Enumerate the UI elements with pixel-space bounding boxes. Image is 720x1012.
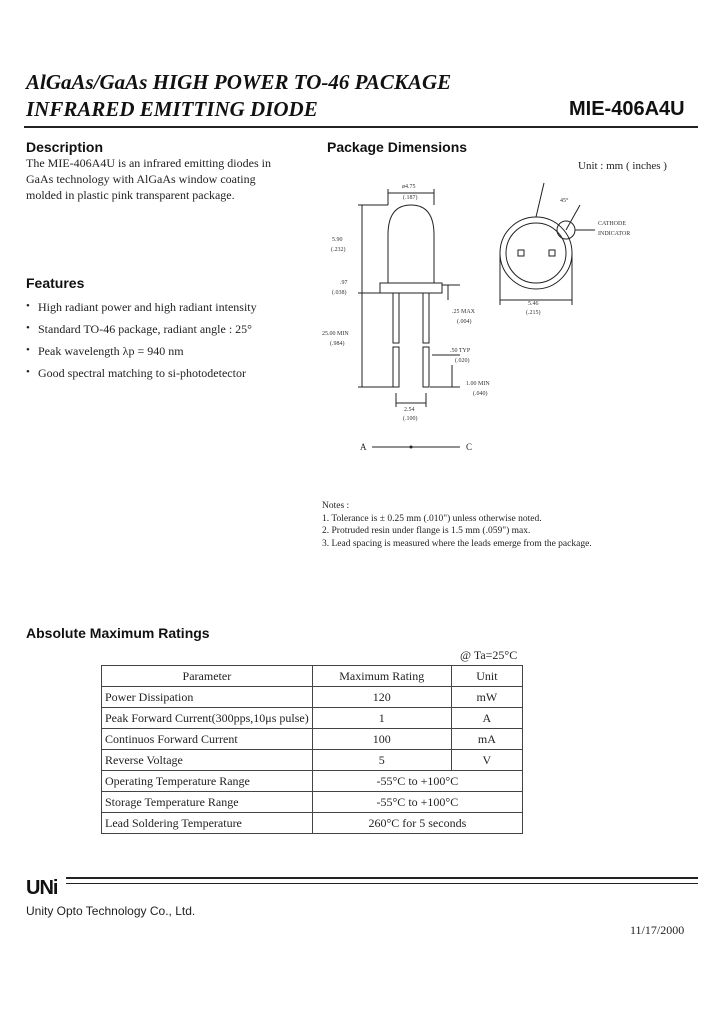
cell-value: 100 — [312, 729, 451, 750]
cell-param: Continuos Forward Current — [102, 729, 313, 750]
base-circle — [500, 217, 572, 289]
dim-dia-top: ø4.75 — [402, 184, 416, 190]
cell-unit: mW — [451, 687, 522, 708]
cell-unit: mA — [451, 729, 522, 750]
company-name: Unity Opto Technology Co., Ltd. — [26, 904, 196, 918]
cell-value: -55°C to +100°C — [312, 792, 522, 813]
dim-flange: .97 — [340, 280, 348, 286]
table-row — [102, 813, 523, 834]
cell-param: Reverse Voltage — [102, 750, 313, 771]
dim-dia-top-in: (.187) — [403, 195, 418, 201]
description-line: GaAs technology with AlGaAs window coating — [26, 172, 256, 186]
dim-base-dia: 5.46 — [528, 301, 539, 307]
ratings-table — [101, 665, 523, 834]
dim-lead-spacing-in: (.100) — [403, 416, 418, 422]
title-line-2: INFRARED EMITTING DIODE — [26, 97, 318, 121]
pin-center-dot — [410, 446, 413, 449]
dim-max-gap-in: (.004) — [457, 319, 472, 325]
ratings-heading: Absolute Maximum Ratings — [26, 625, 210, 641]
package-drawing — [320, 175, 631, 465]
cell-param: Peak Forward Current(300pps,10μs pulse) — [102, 708, 313, 729]
cell-unit: V — [451, 750, 522, 771]
feature-item: • Peak wavelength λp = 940 nm — [26, 344, 257, 366]
dim-lead-length: 25.00 MIN — [322, 331, 349, 337]
indicator-label: INDICATOR — [598, 231, 631, 237]
description-line: The MIE-406A4U is an infrared emitting diodes in — [26, 156, 271, 170]
lead-anode-lower — [393, 347, 399, 387]
features-list — [26, 300, 257, 388]
package-heading: Package Dimensions — [327, 139, 468, 155]
header-rule — [24, 126, 698, 128]
dim-angle: 45° — [560, 198, 569, 204]
pin-c-label: C — [466, 442, 473, 452]
pad-cathode — [549, 250, 555, 256]
note-item: 1. Tolerance is ± 0.25 mm (.010") unless otherwise noted. — [322, 513, 542, 524]
table-row — [102, 708, 523, 729]
col-header-max-rating: Maximum Rating — [312, 666, 451, 687]
led-body-outline — [388, 205, 434, 283]
note-item: 2. Protruded resin under flange is 1.5 mm (.059") max. — [322, 526, 531, 536]
description-text — [26, 155, 316, 203]
led-flange — [380, 283, 442, 293]
col-header-unit: Unit — [451, 666, 522, 687]
dim-body-height-in: (.232) — [331, 247, 346, 253]
pad-anode — [518, 250, 524, 256]
dim-min-length-in: (.040) — [473, 391, 488, 397]
table-row — [102, 750, 523, 771]
table-row — [102, 729, 523, 750]
footer-rule-top — [66, 877, 698, 879]
features-heading: Features — [26, 275, 85, 291]
dim-body-height: 5.90 — [332, 237, 343, 243]
table-row — [102, 687, 523, 708]
cell-value: 260°C for 5 seconds — [312, 813, 522, 834]
lead-cathode-lower — [423, 347, 429, 387]
document-date: 11/17/2000 — [630, 923, 685, 937]
cell-value: 5 — [312, 750, 451, 771]
cell-param: Power Dissipation — [102, 687, 313, 708]
unit-label: Unit : mm ( inches ) — [578, 160, 667, 172]
cathode-label: CATHODE — [598, 221, 626, 227]
note-item: 3. Lead spacing is measured where the leads emerge from the package. — [322, 538, 592, 549]
dim-max-gap: .25 MAX — [452, 309, 476, 315]
notes-block — [322, 500, 592, 550]
dim-lead-width: .50 TYP — [450, 348, 471, 354]
title-line-1: AlGaAs/GaAs HIGH POWER TO-46 PACKAGE — [26, 70, 452, 94]
cell-value: -55°C to +100°C — [312, 771, 522, 792]
lead-anode-upper — [393, 293, 399, 343]
cell-param: Lead Soldering Temperature — [102, 813, 313, 834]
lead-cathode-upper — [423, 293, 429, 343]
footer-rule-bottom — [66, 883, 698, 884]
cell-value: 1 — [312, 708, 451, 729]
dim-min-length: 1.00 MIN — [466, 381, 490, 387]
feature-item: • Standard TO-46 package, radiant angle : 25° — [26, 322, 257, 344]
table-row — [102, 771, 523, 792]
cell-value: 120 — [312, 687, 451, 708]
notes-title: Notes : — [322, 501, 350, 511]
cell-param: Operating Temperature Range — [102, 771, 313, 792]
dim-lead-length-in: (.984) — [330, 341, 345, 347]
dim-lead-width-in: (.020) — [455, 358, 470, 364]
pin-a-label: A — [360, 442, 367, 452]
feature-item: • High radiant power and high radiant intensity — [26, 300, 257, 322]
model-number: MIE-406A4U — [569, 98, 685, 120]
ratings-condition: @ Ta=25°C — [460, 648, 518, 662]
col-header-parameter: Parameter — [102, 666, 313, 687]
company-logo: UNi — [26, 877, 58, 899]
cell-unit: A — [451, 708, 522, 729]
cell-param: Storage Temperature Range — [102, 792, 313, 813]
description-line: molded in plastic pink transparent package. — [26, 188, 235, 202]
table-header-row — [102, 666, 523, 687]
table-row — [102, 792, 523, 813]
dim-lead-spacing: 2.54 — [404, 407, 415, 413]
description-heading: Description — [26, 139, 104, 155]
feature-item: • Good spectral matching to si-photodetector — [26, 366, 257, 388]
dim-base-dia-in: (.215) — [526, 310, 541, 316]
dim-flange-in: (.038) — [332, 290, 347, 296]
